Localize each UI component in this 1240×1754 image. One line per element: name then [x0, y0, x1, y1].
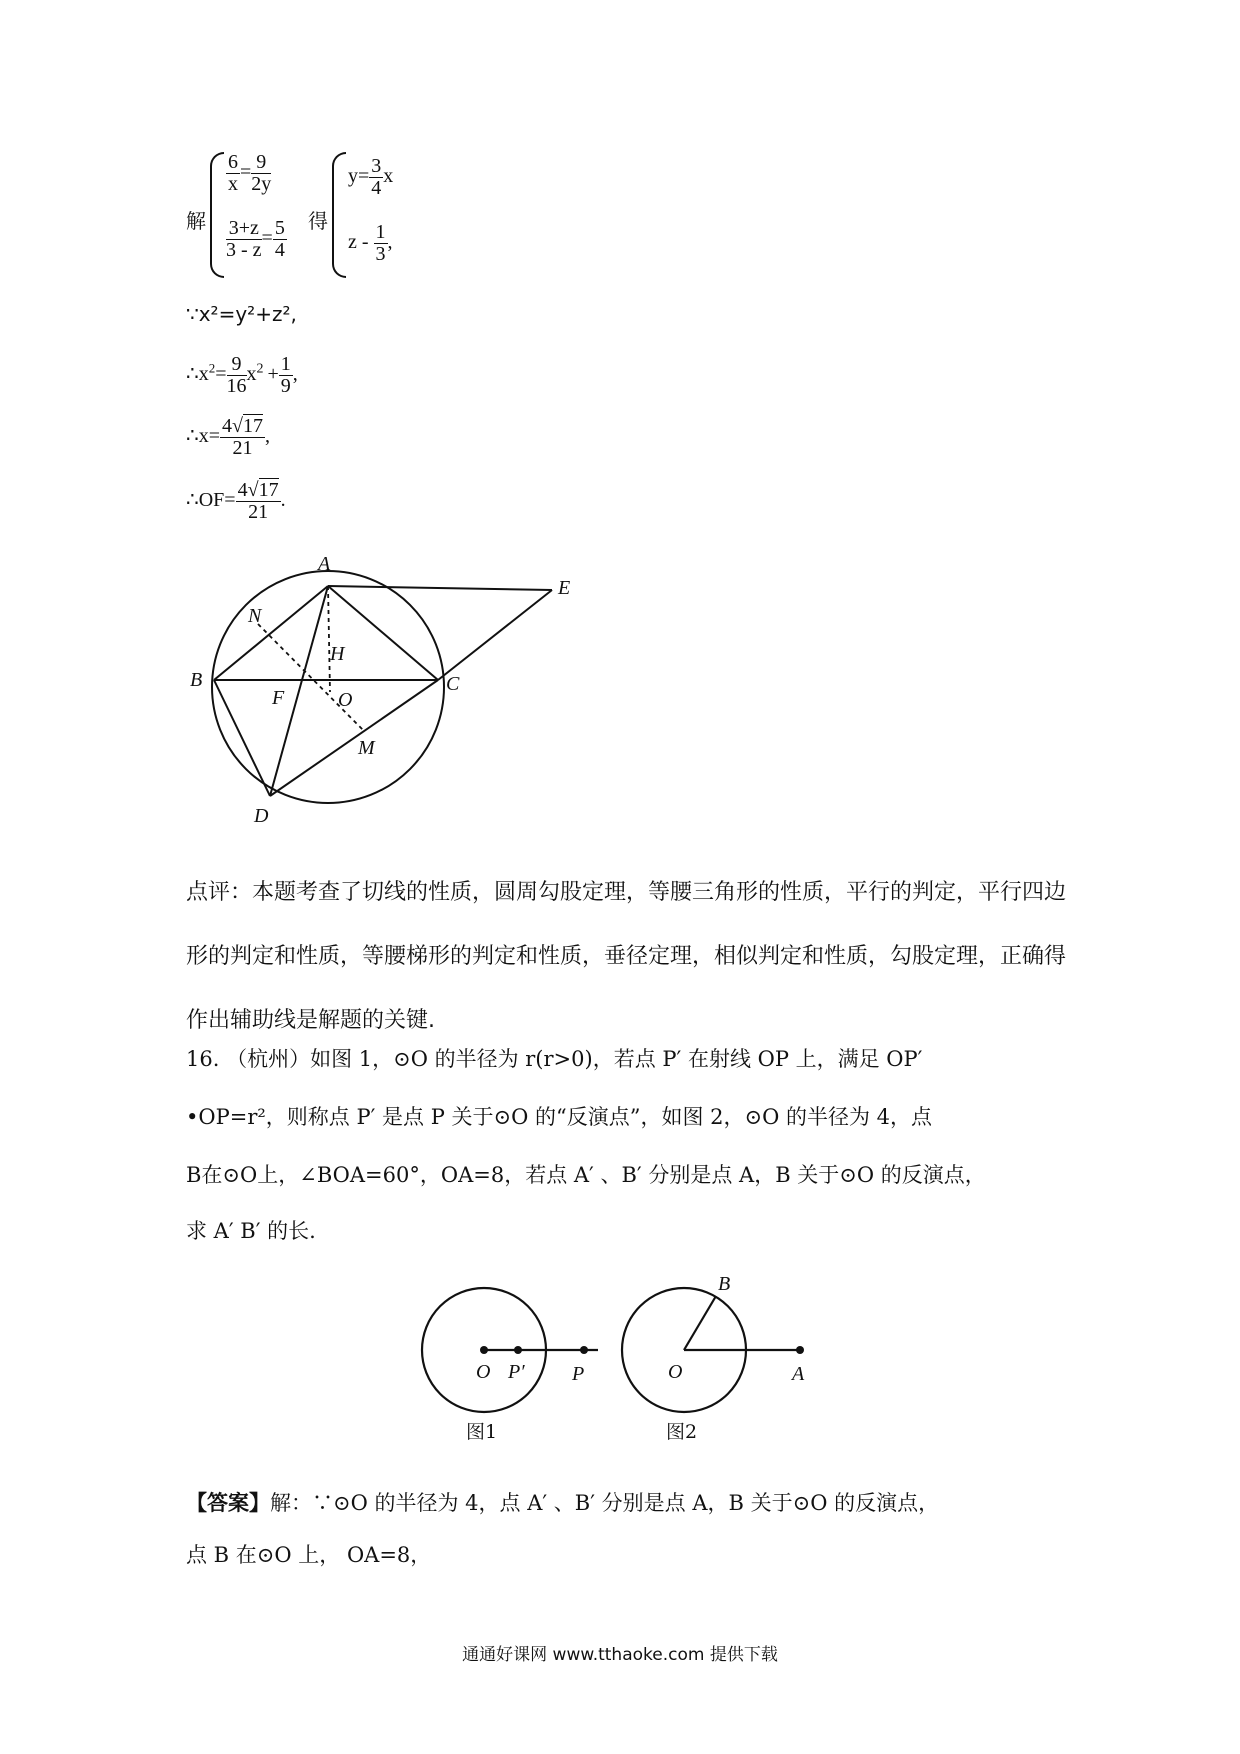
answer-line-1: 【答案】解：∵⊙O 的半径为 4，点 A′ 、B′ 分别是点 A，B 关于⊙O 的反演点，	[186, 1490, 940, 1515]
line-x-squared: $\therefore x^2=$ $\frac{9}{16}$ $x^2$ + $\frac{1}{9}$ ,	[186, 353, 298, 397]
dashed-nm	[258, 624, 365, 732]
geometry-figure-2	[400, 1270, 860, 1450]
problem-16-line-3: B在⊙O上，∠BOA=60°，OA=8，若点 A′ 、B′ 分别是点 A，B 关于⊙O 的反演点，	[186, 1163, 986, 1187]
fig2-label-b: B	[718, 1273, 731, 1295]
caption-fig2: 图2	[666, 1421, 698, 1443]
geometry-figure-1	[180, 540, 600, 840]
segment-ac	[328, 586, 438, 680]
segment-dc	[270, 680, 438, 796]
fig2-label-o: O	[668, 1361, 683, 1383]
label-n: N	[248, 605, 262, 627]
right-brace	[332, 152, 346, 278]
label-m: M	[358, 737, 375, 759]
comment-line-2: 形的判定和性质，等腰梯形的判定和性质，垂径定理，相似判定和性质，勾股定理，正确得	[186, 944, 1067, 969]
comment-line-3: 作出辅助线是解题的关键.	[186, 1008, 435, 1033]
label-o: O	[338, 689, 353, 711]
fig2-point-a	[796, 1346, 804, 1354]
caption-fig1: 图1	[466, 1421, 498, 1443]
page-footer: 通通好课网 www.tthaoke.com 提供下载	[462, 1645, 778, 1665]
problem-16-line-2: •OP=r²，则称点 P′ 是点 P 关于⊙O 的“反演点”，如图 2，⊙O 的半径为 4，点	[186, 1105, 933, 1129]
because-line: ∵x²=y²+z²,	[186, 302, 297, 326]
label-c: C	[446, 673, 460, 695]
fig1-label-o: O	[476, 1361, 491, 1383]
label-f: F	[272, 687, 285, 709]
answer-tag: 【答案】	[186, 1490, 270, 1515]
label-a: A	[318, 553, 331, 575]
problem-16-line-1: 16. （杭州）如图 1，⊙O 的半径为 r(r>0)，若点 P′ 在射线 OP 上，满足 OP′	[186, 1047, 923, 1071]
result-1: y= $\frac{3}{4}$ x	[348, 155, 394, 199]
fig1-point-p	[580, 1346, 588, 1354]
segment-af	[302, 586, 328, 680]
answer-line-2: 点 B 在⊙O 上， OA=8，	[186, 1543, 432, 1567]
fig1-point-pp	[514, 1346, 522, 1354]
line-of-value: ∴OF= $\frac{4√17}{21}$ .	[186, 479, 286, 523]
fig1-label-p: P	[572, 1363, 585, 1385]
segment-bd	[214, 680, 270, 796]
get-label: 得	[308, 209, 328, 233]
fig2-segment-ob	[684, 1296, 716, 1350]
comment-line-1: 点评：本题考查了切线的性质，圆周勾股定理，等腰三角形的性质，平行的判定，平行四边	[186, 880, 1067, 905]
solve-label: 解	[186, 209, 206, 233]
left-brace	[210, 152, 224, 278]
result-2: z - $\frac{1}{3}$ ,	[348, 221, 393, 265]
fig1-point-o	[480, 1346, 488, 1354]
segment-ce	[438, 590, 552, 680]
problem-16-line-4: 求 A′ B′ 的长.	[186, 1219, 316, 1243]
fig1-label-pp: P′	[508, 1361, 525, 1383]
equation-2: $\frac{3+z}{3 - z}$ = $\frac{5}{4}$	[226, 217, 285, 261]
segment-ab	[214, 586, 328, 680]
label-e: E	[558, 577, 571, 599]
label-d: D	[254, 805, 269, 827]
equation-1: $\frac{6}{x}$ = $\frac{9}{2y}$	[228, 151, 272, 195]
line-x-value: ∴x= $\frac{4√17}{21}$ ,	[186, 415, 270, 459]
label-h: H	[330, 643, 345, 665]
label-b: B	[190, 669, 203, 691]
fig2-label-a: A	[792, 1363, 805, 1385]
segment-ae	[328, 586, 552, 590]
dashed-ao	[328, 586, 330, 692]
